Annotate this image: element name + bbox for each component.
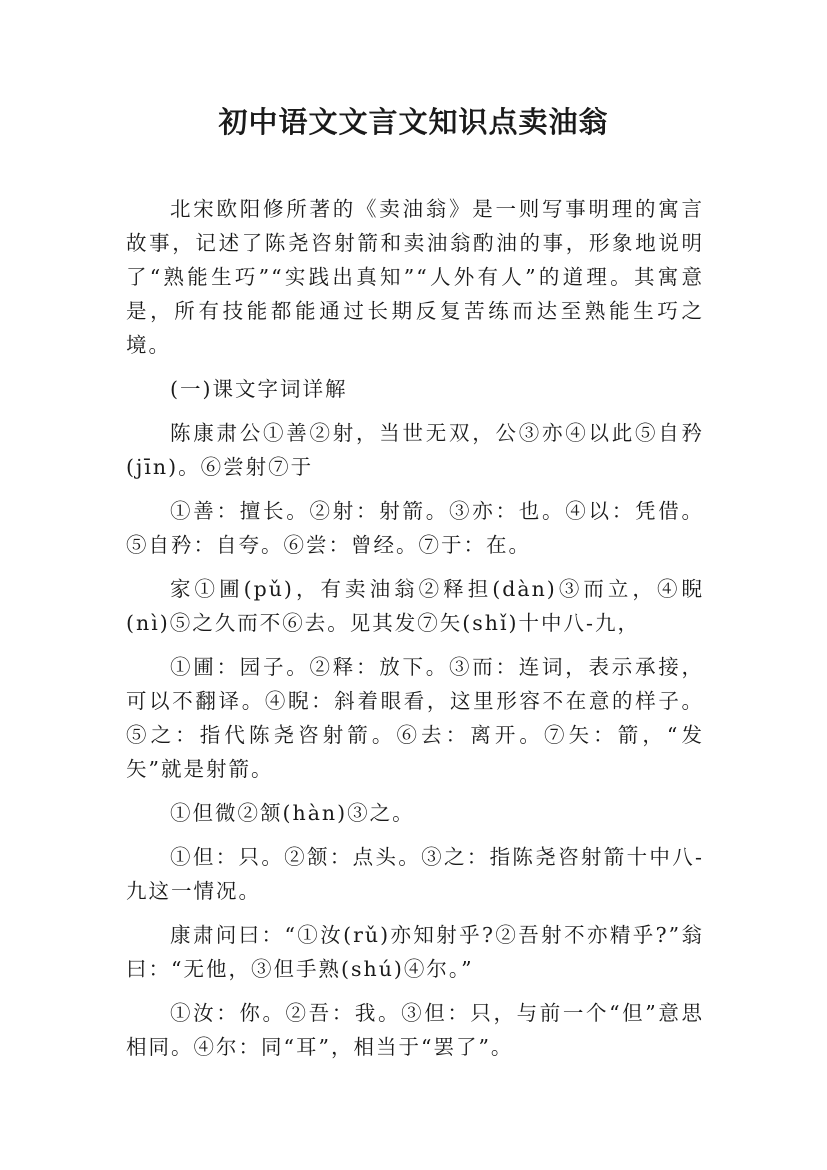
paragraph-notes-2: ①圃：园子。②释：放下。③而：连词，表示承接，可以不翻译。④睨：斜着眼看，这里形容不在意的样子。⑤之：指代陈尧咨射箭。⑥去：离开。⑦矢：箭，“发矢”就是射箭。 <box>126 655 704 781</box>
paragraph-text-1: 陈康肃公①善②射，当世无双，公③亦④以此⑤自矜(jīn)。⑥尝射⑦于 <box>126 421 704 479</box>
section-heading: (一)课文字词详解 <box>170 377 348 401</box>
document-title: 初中语文文言文知识点卖油翁 <box>218 105 609 139</box>
paragraph-text-4: 康肃问曰：“①汝(rǔ)亦知射乎?②吾射不亦精乎?”翁曰：“无他，③但手熟(shú)④尔。” <box>126 923 704 981</box>
document-body <box>126 192 704 1074</box>
paragraph-notes-1: ①善：擅长。②射：射箭。③亦：也。④以：凭借。⑤自矜：自夸。⑥尝：曾经。⑦于：在。 <box>126 499 704 557</box>
paragraph-notes-4: ①汝：你。②吾：我。③但：只，与前一个“但”意思相同。④尔：同“耳”，相当于“罢了”。 <box>126 1001 704 1059</box>
paragraph-text-3: ①但微②颔(hàn)③之。 <box>170 801 415 825</box>
paragraph-notes-3: ①但：只。②颔：点头。③之：指陈尧咨射箭十中八-九这一情况。 <box>126 845 704 903</box>
paragraph-text-2: 家①圃(pǔ)，有卖油翁②释担(dàn)③而立，④睨(nì)⑤之久而不⑥去。见其发⑦矢(shǐ)十中八-九， <box>126 577 704 635</box>
paragraph-intro: 北宋欧阳修所著的《卖油翁》是一则写事明理的寓言故事，记述了陈尧咨射箭和卖油翁酌油的事，形象地说明了“熟能生巧”“实践出真知”“人外有人”的道理。其寓意是，所有技能都能通过长期反复苦练而达至熟能生巧之境。 <box>126 197 704 357</box>
